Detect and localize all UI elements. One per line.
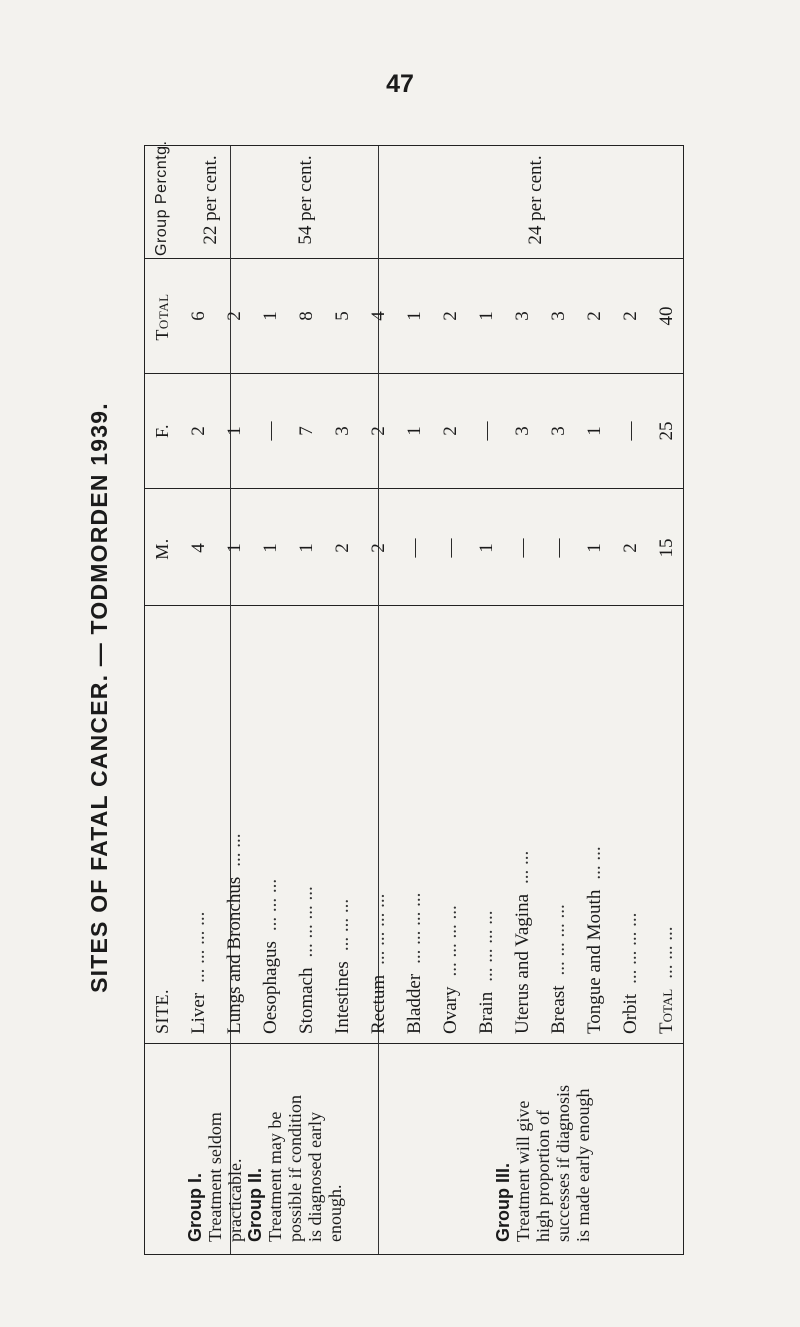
page-number: 47 (386, 70, 414, 98)
site-label: Intestines (332, 961, 353, 1034)
total-count: 3 (512, 311, 533, 321)
female-count: 7 (296, 426, 317, 436)
female-count: 25 (656, 421, 677, 441)
total-count: 5 (332, 311, 353, 321)
group-3-line-3: successes if diagnosis (553, 1085, 573, 1242)
female-count: — (620, 421, 641, 441)
male-count: 1 (260, 543, 281, 553)
male-count: 1 (296, 543, 317, 553)
female-count: 3 (512, 426, 533, 436)
site-leader-dots: ... ... (224, 833, 245, 867)
site-leader-dots: ... ... ... (656, 926, 677, 979)
column-divider (145, 488, 683, 489)
group-3-line-1: Treatment will give (513, 1100, 533, 1242)
site-label: Oesophagus (260, 941, 281, 1034)
total-count: 2 (440, 311, 461, 321)
site-label: Uterus and Vagina (512, 893, 533, 1034)
site-label: Brain (476, 991, 497, 1034)
total-count: 2 (224, 311, 245, 321)
cancer-sites-table (144, 140, 684, 1255)
site-leader-dots: ... ... ... (260, 878, 281, 932)
rotated-page-content (80, 140, 700, 1255)
female-count: 1 (224, 426, 245, 436)
female-count: 2 (188, 426, 209, 436)
site-label: Tongue and Mouth (584, 889, 605, 1034)
site-leader-dots: ... ... ... (332, 898, 353, 952)
group-2-percent: 54 per cent. (295, 155, 316, 245)
male-count: — (440, 538, 461, 558)
site-leader-dots: ... ... ... ... (296, 886, 317, 958)
male-count: 2 (332, 543, 353, 553)
total-count: 2 (620, 311, 641, 321)
site-leader-dots: ... ... (512, 850, 533, 884)
column-divider (145, 258, 683, 259)
site-leader-dots: ... ... ... ... (476, 910, 497, 982)
site-leader-dots: ... ... ... ... (404, 892, 425, 964)
female-count: 1 (584, 426, 605, 436)
total-count: 4 (368, 311, 389, 321)
column-divider (145, 605, 683, 606)
group-2-line-4: enough. (325, 1184, 345, 1242)
site-label: Lungs and Bronchus (224, 876, 245, 1034)
group-2-line-2: possible if condition (285, 1095, 305, 1242)
site-leader-dots: ... ... ... ... (620, 912, 641, 984)
group-3-note (493, 1085, 593, 1242)
site-leader-dots: ... ... ... ... (368, 893, 389, 965)
site-leader-dots: ... ... ... ... (548, 904, 569, 976)
total-header: Total (152, 293, 172, 341)
male-count: 4 (188, 543, 209, 553)
site-label: Orbit (620, 993, 641, 1034)
group-3-percent: 24 per cent. (525, 155, 546, 245)
page-title: SITES OF FATAL CANCER. — TODMORDEN 1939. (86, 402, 112, 993)
site-label: Liver (188, 992, 209, 1034)
male-count: 15 (656, 538, 677, 558)
column-divider (145, 373, 683, 374)
site-label: Rectum (368, 974, 389, 1034)
site-label: Bladder (404, 973, 425, 1034)
female-count: 2 (440, 426, 461, 436)
male-count: 2 (620, 543, 641, 553)
total-count: 1 (404, 311, 425, 321)
site-label: Breast (548, 985, 569, 1034)
site-leader-dots: ... ... (584, 846, 605, 880)
female-count: 2 (368, 426, 389, 436)
male-count: — (404, 538, 425, 558)
female-count: 3 (332, 426, 353, 436)
group-2-note (245, 1095, 345, 1242)
group-2-line-3: is diagnosed early (305, 1112, 325, 1242)
male-header: M. (152, 538, 172, 560)
female-count: — (476, 421, 497, 441)
site-label: Stomach (296, 967, 317, 1034)
group-2-line-1: Treatment may be (265, 1111, 285, 1242)
male-count: — (548, 538, 569, 558)
total-count: 2 (584, 311, 605, 321)
male-count: 1 (476, 543, 497, 553)
group-1-label: Group I. (185, 1173, 205, 1242)
male-count: 2 (368, 543, 389, 553)
group-1-line-2: practicable. (225, 1158, 245, 1242)
site-leader-dots: ... ... ... ... (188, 911, 209, 983)
site-label: Total (656, 988, 677, 1034)
group-percentage-header: Group Percntg. (153, 140, 170, 256)
female-count: 1 (404, 426, 425, 436)
male-count: 1 (584, 543, 605, 553)
group-3-line-4: is made early enough (573, 1088, 593, 1242)
site-header: SITE. (152, 989, 172, 1034)
group-3-line-2: high proportion of (533, 1110, 553, 1242)
male-count: 1 (224, 543, 245, 553)
group-3-label: Group III. (493, 1163, 513, 1242)
total-count: 1 (260, 311, 281, 321)
total-count: 8 (296, 311, 317, 321)
female-count: 3 (548, 426, 569, 436)
female-count: — (260, 421, 281, 441)
site-label: Ovary (440, 986, 461, 1034)
group-1-percent: 22 per cent. (200, 155, 221, 245)
total-count: 1 (476, 311, 497, 321)
group-2-label: Group II. (245, 1168, 265, 1242)
column-divider (145, 1043, 683, 1044)
total-count: 6 (188, 311, 209, 321)
group-1-line-1: Treatment seldom (205, 1112, 225, 1242)
site-leader-dots: ... ... ... ... (440, 905, 461, 977)
female-header: F. (152, 423, 172, 439)
group-1-note (185, 1112, 245, 1242)
male-count: — (512, 538, 533, 558)
total-count: 3 (548, 311, 569, 321)
total-count: 40 (656, 306, 677, 326)
